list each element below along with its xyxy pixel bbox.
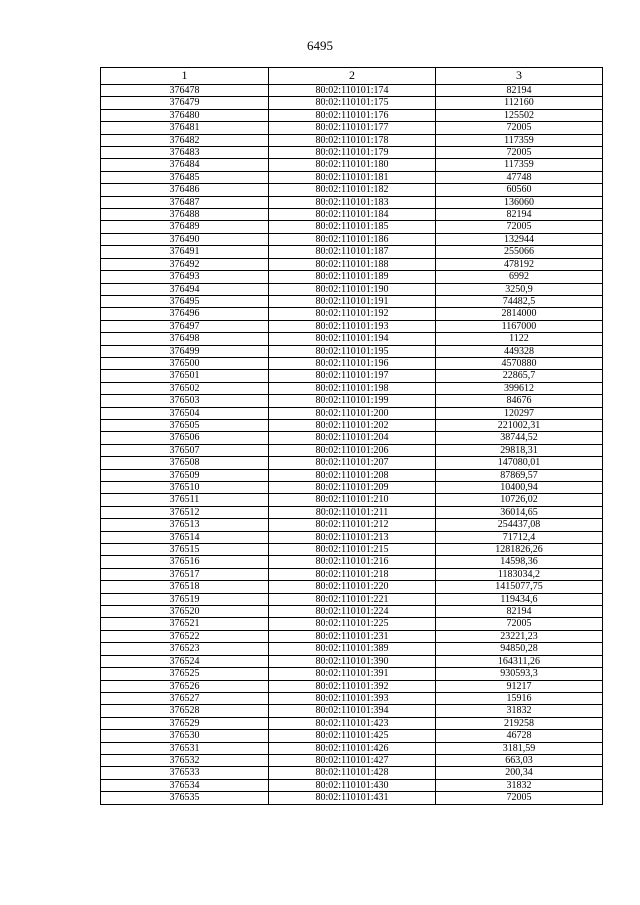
table-row — [101, 655, 603, 667]
cadastral-number-cell: 80:02:110101:194 — [269, 333, 436, 345]
table-row — [101, 122, 603, 134]
table-row — [101, 767, 603, 779]
table-row — [101, 581, 603, 593]
cadastral-number-cell: 80:02:110101:190 — [269, 283, 436, 295]
value-cell: 1183034,2 — [436, 568, 603, 580]
row-number-cell: 376483 — [101, 147, 269, 159]
table-row — [101, 147, 603, 159]
row-number-cell: 376506 — [101, 432, 269, 444]
cadastral-number-cell: 80:02:110101:195 — [269, 345, 436, 357]
row-number-cell: 376504 — [101, 407, 269, 419]
value-cell: 71712,4 — [436, 531, 603, 543]
column-header-2: 2 — [269, 68, 436, 85]
value-cell: 36014,65 — [436, 506, 603, 518]
value-cell: 221002,31 — [436, 419, 603, 431]
value-cell: 663,03 — [436, 754, 603, 766]
table-row — [101, 593, 603, 605]
value-cell: 31832 — [436, 705, 603, 717]
table-row — [101, 407, 603, 419]
table-row — [101, 754, 603, 766]
row-number-cell: 376500 — [101, 357, 269, 369]
value-cell: 1281826,26 — [436, 544, 603, 556]
cadastral-number-cell: 80:02:110101:180 — [269, 159, 436, 171]
value-cell: 46728 — [436, 730, 603, 742]
table-row — [101, 544, 603, 556]
row-number-cell: 376497 — [101, 320, 269, 332]
row-number-cell: 376485 — [101, 171, 269, 183]
value-cell: 82194 — [436, 85, 603, 97]
value-cell: 31832 — [436, 779, 603, 791]
table-row — [101, 184, 603, 196]
cadastral-number-cell: 80:02:110101:200 — [269, 407, 436, 419]
value-cell: 74482,5 — [436, 295, 603, 307]
row-number-cell: 376484 — [101, 159, 269, 171]
table-row — [101, 792, 603, 804]
cadastral-number-cell: 80:02:110101:183 — [269, 196, 436, 208]
table-row — [101, 221, 603, 233]
data-table — [100, 67, 603, 805]
row-number-cell: 376479 — [101, 97, 269, 109]
row-number-cell: 376520 — [101, 606, 269, 618]
value-cell: 3250,9 — [436, 283, 603, 295]
row-number-cell: 376517 — [101, 568, 269, 580]
table-row — [101, 630, 603, 642]
table-row — [101, 692, 603, 704]
cadastral-number-cell: 80:02:110101:191 — [269, 295, 436, 307]
value-cell: 1415077,75 — [436, 581, 603, 593]
cadastral-number-cell: 80:02:110101:225 — [269, 618, 436, 630]
cadastral-number-cell: 80:02:110101:179 — [269, 147, 436, 159]
row-number-cell: 376530 — [101, 730, 269, 742]
value-cell: 119434,6 — [436, 593, 603, 605]
row-number-cell: 376526 — [101, 680, 269, 692]
row-number-cell: 376492 — [101, 258, 269, 270]
value-cell: 4570880 — [436, 357, 603, 369]
cadastral-number-cell: 80:02:110101:199 — [269, 395, 436, 407]
table-row — [101, 419, 603, 431]
row-number-cell: 376494 — [101, 283, 269, 295]
table-row — [101, 382, 603, 394]
row-number-cell: 376508 — [101, 457, 269, 469]
value-cell: 84676 — [436, 395, 603, 407]
table-row — [101, 717, 603, 729]
row-number-cell: 376523 — [101, 643, 269, 655]
row-number-cell: 376529 — [101, 717, 269, 729]
table-row — [101, 444, 603, 456]
value-cell: 10400,94 — [436, 482, 603, 494]
cadastral-number-cell: 80:02:110101:197 — [269, 370, 436, 382]
cadastral-number-cell: 80:02:110101:186 — [269, 233, 436, 245]
cadastral-number-cell: 80:02:110101:177 — [269, 122, 436, 134]
cadastral-number-cell: 80:02:110101:192 — [269, 308, 436, 320]
row-number-cell: 376503 — [101, 395, 269, 407]
table-row — [101, 457, 603, 469]
row-number-cell: 376489 — [101, 221, 269, 233]
page-number: 6495 — [307, 38, 333, 53]
table-row — [101, 469, 603, 481]
row-number-cell: 376512 — [101, 506, 269, 518]
value-cell: 255066 — [436, 246, 603, 258]
table-row — [101, 357, 603, 369]
table-row — [101, 97, 603, 109]
value-cell: 930593,3 — [436, 668, 603, 680]
table-row — [101, 618, 603, 630]
cadastral-number-cell: 80:02:110101:178 — [269, 134, 436, 146]
value-cell: 147080,01 — [436, 457, 603, 469]
table-row — [101, 680, 603, 692]
table-row — [101, 283, 603, 295]
table-row — [101, 345, 603, 357]
value-cell: 254437,08 — [436, 519, 603, 531]
value-cell: 72005 — [436, 618, 603, 630]
cadastral-number-cell: 80:02:110101:425 — [269, 730, 436, 742]
table-row — [101, 506, 603, 518]
row-number-cell: 376493 — [101, 271, 269, 283]
table-row — [101, 730, 603, 742]
cadastral-number-cell: 80:02:110101:204 — [269, 432, 436, 444]
table-row — [101, 705, 603, 717]
table-row — [101, 271, 603, 283]
row-number-cell: 376505 — [101, 419, 269, 431]
cadastral-number-cell: 80:02:110101:185 — [269, 221, 436, 233]
table-row — [101, 320, 603, 332]
table-row — [101, 159, 603, 171]
cadastral-number-cell: 80:02:110101:428 — [269, 767, 436, 779]
cadastral-number-cell: 80:02:110101:208 — [269, 469, 436, 481]
cadastral-number-cell: 80:02:110101:394 — [269, 705, 436, 717]
row-number-cell: 376488 — [101, 209, 269, 221]
row-number-cell: 376511 — [101, 494, 269, 506]
value-cell: 91217 — [436, 680, 603, 692]
cadastral-number-cell: 80:02:110101:212 — [269, 519, 436, 531]
table-row — [101, 568, 603, 580]
cadastral-number-cell: 80:02:110101:184 — [269, 209, 436, 221]
value-cell: 94850,28 — [436, 643, 603, 655]
value-cell: 200,34 — [436, 767, 603, 779]
cadastral-number-cell: 80:02:110101:209 — [269, 482, 436, 494]
table-row — [101, 295, 603, 307]
cadastral-number-cell: 80:02:110101:193 — [269, 320, 436, 332]
cadastral-number-cell: 80:02:110101:215 — [269, 544, 436, 556]
value-cell: 120297 — [436, 407, 603, 419]
row-number-cell: 376535 — [101, 792, 269, 804]
cadastral-number-cell: 80:02:110101:430 — [269, 779, 436, 791]
value-cell: 117359 — [436, 159, 603, 171]
value-cell: 10726,02 — [436, 494, 603, 506]
table-row — [101, 531, 603, 543]
cadastral-number-cell: 80:02:110101:390 — [269, 655, 436, 667]
row-number-cell: 376510 — [101, 482, 269, 494]
value-cell: 399612 — [436, 382, 603, 394]
value-cell: 72005 — [436, 221, 603, 233]
row-number-cell: 376482 — [101, 134, 269, 146]
table-row — [101, 246, 603, 258]
cadastral-number-cell: 80:02:110101:210 — [269, 494, 436, 506]
cadastral-number-cell: 80:02:110101:202 — [269, 419, 436, 431]
value-cell: 219258 — [436, 717, 603, 729]
cadastral-number-cell: 80:02:110101:211 — [269, 506, 436, 518]
value-cell: 132944 — [436, 233, 603, 245]
value-cell: 72005 — [436, 147, 603, 159]
value-cell: 82194 — [436, 606, 603, 618]
table-row — [101, 333, 603, 345]
value-cell: 1167000 — [436, 320, 603, 332]
row-number-cell: 376502 — [101, 382, 269, 394]
row-number-cell: 376478 — [101, 85, 269, 97]
row-number-cell: 376533 — [101, 767, 269, 779]
cadastral-number-cell: 80:02:110101:216 — [269, 556, 436, 568]
cadastral-number-cell: 80:02:110101:423 — [269, 717, 436, 729]
value-cell: 3181,59 — [436, 742, 603, 754]
cadastral-number-cell: 80:02:110101:218 — [269, 568, 436, 580]
table-row — [101, 482, 603, 494]
value-cell: 125502 — [436, 109, 603, 121]
row-number-cell: 376480 — [101, 109, 269, 121]
row-number-cell: 376527 — [101, 692, 269, 704]
row-number-cell: 376486 — [101, 184, 269, 196]
row-number-cell: 376491 — [101, 246, 269, 258]
column-header-3: 3 — [436, 68, 603, 85]
cadastral-number-cell: 80:02:110101:175 — [269, 97, 436, 109]
value-cell: 112160 — [436, 97, 603, 109]
row-number-cell: 376521 — [101, 618, 269, 630]
row-number-cell: 376481 — [101, 122, 269, 134]
table-row — [101, 209, 603, 221]
value-cell: 38744,52 — [436, 432, 603, 444]
row-number-cell: 376490 — [101, 233, 269, 245]
value-cell: 117359 — [436, 134, 603, 146]
value-cell: 2814000 — [436, 308, 603, 320]
value-cell: 72005 — [436, 122, 603, 134]
value-cell: 6992 — [436, 271, 603, 283]
value-cell: 478192 — [436, 258, 603, 270]
cadastral-number-cell: 80:02:110101:213 — [269, 531, 436, 543]
value-cell: 29818,31 — [436, 444, 603, 456]
value-cell: 1122 — [436, 333, 603, 345]
row-number-cell: 376499 — [101, 345, 269, 357]
table-row — [101, 643, 603, 655]
row-number-cell: 376514 — [101, 531, 269, 543]
table-row — [101, 519, 603, 531]
cadastral-number-cell: 80:02:110101:389 — [269, 643, 436, 655]
table-row — [101, 395, 603, 407]
cadastral-number-cell: 80:02:110101:207 — [269, 457, 436, 469]
table-row — [101, 196, 603, 208]
row-number-cell: 376495 — [101, 295, 269, 307]
value-cell: 164311,26 — [436, 655, 603, 667]
cadastral-number-cell: 80:02:110101:181 — [269, 171, 436, 183]
table-row — [101, 134, 603, 146]
row-number-cell: 376532 — [101, 754, 269, 766]
row-number-cell: 376534 — [101, 779, 269, 791]
value-cell: 72005 — [436, 792, 603, 804]
value-cell: 22865,7 — [436, 370, 603, 382]
row-number-cell: 376509 — [101, 469, 269, 481]
row-number-cell: 376519 — [101, 593, 269, 605]
row-number-cell: 376501 — [101, 370, 269, 382]
value-cell: 60560 — [436, 184, 603, 196]
table-row — [101, 432, 603, 444]
cadastral-number-cell: 80:02:110101:206 — [269, 444, 436, 456]
cadastral-number-cell: 80:02:110101:198 — [269, 382, 436, 394]
table-body — [101, 85, 603, 805]
row-number-cell: 376516 — [101, 556, 269, 568]
table-row — [101, 606, 603, 618]
table-row — [101, 233, 603, 245]
table-row — [101, 556, 603, 568]
value-cell: 15916 — [436, 692, 603, 704]
cadastral-number-cell: 80:02:110101:427 — [269, 754, 436, 766]
value-cell: 23221,23 — [436, 630, 603, 642]
value-cell: 136060 — [436, 196, 603, 208]
cadastral-number-cell: 80:02:110101:426 — [269, 742, 436, 754]
column-header-1: 1 — [101, 68, 269, 85]
table-header-row — [101, 68, 603, 85]
row-number-cell: 376498 — [101, 333, 269, 345]
table-row — [101, 742, 603, 754]
cadastral-number-cell: 80:02:110101:220 — [269, 581, 436, 593]
cadastral-number-cell: 80:02:110101:176 — [269, 109, 436, 121]
row-number-cell: 376528 — [101, 705, 269, 717]
row-number-cell: 376524 — [101, 655, 269, 667]
cadastral-number-cell: 80:02:110101:393 — [269, 692, 436, 704]
cadastral-number-cell: 80:02:110101:221 — [269, 593, 436, 605]
row-number-cell: 376507 — [101, 444, 269, 456]
value-cell: 82194 — [436, 209, 603, 221]
row-number-cell: 376525 — [101, 668, 269, 680]
cadastral-number-cell: 80:02:110101:182 — [269, 184, 436, 196]
cadastral-number-cell: 80:02:110101:187 — [269, 246, 436, 258]
row-number-cell: 376518 — [101, 581, 269, 593]
table-row — [101, 171, 603, 183]
row-number-cell: 376515 — [101, 544, 269, 556]
table-row — [101, 668, 603, 680]
cadastral-number-cell: 80:02:110101:196 — [269, 357, 436, 369]
row-number-cell: 376513 — [101, 519, 269, 531]
row-number-cell: 376496 — [101, 308, 269, 320]
table-row — [101, 494, 603, 506]
table-row — [101, 85, 603, 97]
row-number-cell: 376531 — [101, 742, 269, 754]
table-row — [101, 370, 603, 382]
table-row — [101, 779, 603, 791]
row-number-cell: 376522 — [101, 630, 269, 642]
table-row — [101, 308, 603, 320]
cadastral-number-cell: 80:02:110101:189 — [269, 271, 436, 283]
cadastral-number-cell: 80:02:110101:391 — [269, 668, 436, 680]
cadastral-number-cell: 80:02:110101:231 — [269, 630, 436, 642]
table-row — [101, 258, 603, 270]
cadastral-number-cell: 80:02:110101:431 — [269, 792, 436, 804]
value-cell: 449328 — [436, 345, 603, 357]
value-cell: 14598,36 — [436, 556, 603, 568]
cadastral-number-cell: 80:02:110101:224 — [269, 606, 436, 618]
table-row — [101, 109, 603, 121]
cadastral-number-cell: 80:02:110101:188 — [269, 258, 436, 270]
value-cell: 47748 — [436, 171, 603, 183]
cadastral-number-cell: 80:02:110101:392 — [269, 680, 436, 692]
cadastral-number-cell: 80:02:110101:174 — [269, 85, 436, 97]
row-number-cell: 376487 — [101, 196, 269, 208]
value-cell: 87869,57 — [436, 469, 603, 481]
